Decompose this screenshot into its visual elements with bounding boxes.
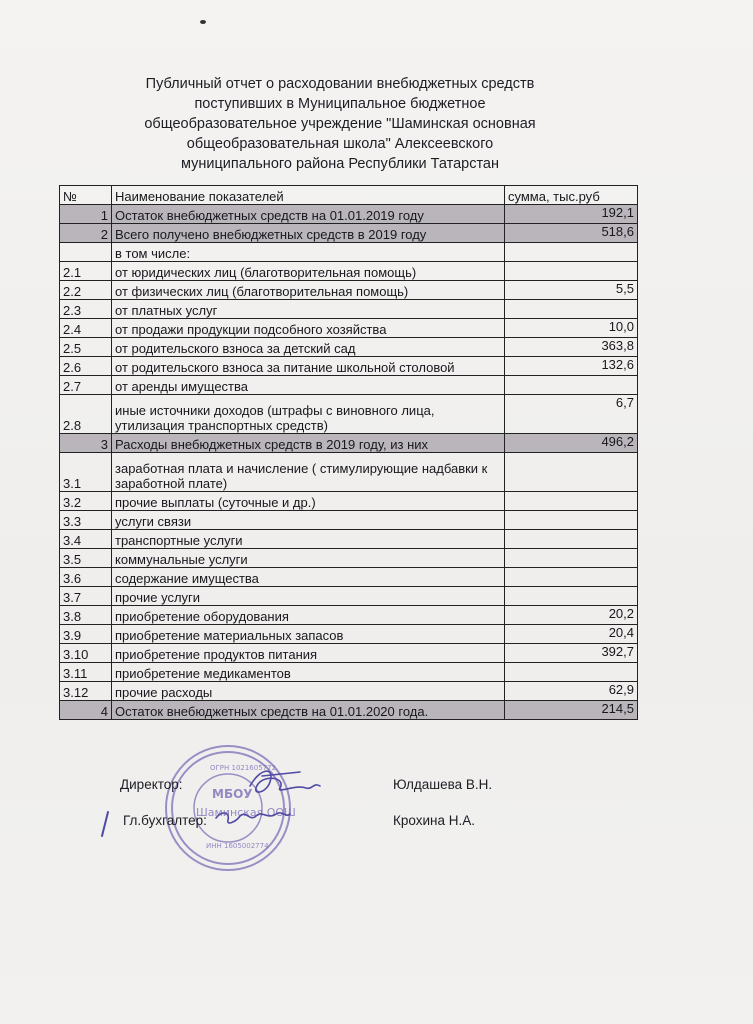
stamp-line: ИНН 1605002774	[206, 842, 269, 850]
row-number: 4	[60, 701, 112, 720]
row-name: приобретение медикаментов	[112, 663, 505, 682]
table-row	[60, 395, 638, 434]
table-body	[60, 205, 638, 720]
table-row	[60, 300, 638, 319]
title-line: общеобразовательное учреждение "Шаминская основная	[144, 116, 536, 132]
table-row	[60, 453, 638, 492]
row-value: 496,2	[505, 434, 638, 453]
row-value	[505, 568, 638, 587]
row-number: 3.3	[60, 511, 112, 530]
row-name: от платных услуг	[112, 300, 505, 319]
stamp-line: МБОУ	[212, 787, 253, 801]
stamp-line: Шаминская ООШ	[196, 806, 296, 819]
row-value	[505, 492, 638, 511]
row-name: приобретение материальных запасов	[112, 625, 505, 644]
table-row	[60, 549, 638, 568]
row-number: 1	[60, 205, 112, 224]
row-name: прочие расходы	[112, 682, 505, 701]
row-name: от аренды имущества	[112, 376, 505, 395]
table-row	[60, 644, 638, 663]
row-number: 2.5	[60, 338, 112, 357]
row-number: 2.8	[60, 395, 112, 434]
row-value: 192,1	[505, 205, 638, 224]
row-number: 3.8	[60, 606, 112, 625]
ink-speck	[200, 20, 206, 24]
row-name: Всего получено внебюджетных средств в 2019 году	[112, 224, 505, 243]
row-number: 3.7	[60, 587, 112, 606]
row-name: приобретение оборудования	[112, 606, 505, 625]
table-row	[60, 511, 638, 530]
row-value: 392,7	[505, 644, 638, 663]
row-name: содержание имущества	[112, 568, 505, 587]
row-value	[505, 530, 638, 549]
row-value	[505, 549, 638, 568]
title-line: поступивших в Муниципальное бюджетное	[194, 96, 486, 112]
row-number: 2.1	[60, 262, 112, 281]
table-row	[60, 568, 638, 587]
table-row	[60, 205, 638, 224]
row-number: 3.6	[60, 568, 112, 587]
row-value: 10,0	[505, 319, 638, 338]
row-value	[505, 663, 638, 682]
row-value: 214,5	[505, 701, 638, 720]
handwritten-signatures	[100, 760, 360, 840]
title-line: муниципального района Республики Татарстан	[180, 156, 499, 172]
row-number: 3.11	[60, 663, 112, 682]
table-header-row	[60, 186, 638, 205]
table-row	[60, 357, 638, 376]
row-value	[505, 453, 638, 492]
table-row	[60, 262, 638, 281]
row-name: от родительского взноса за детский сад	[112, 338, 505, 357]
row-value: 132,6	[505, 357, 638, 376]
director-label: Директор:	[120, 777, 183, 792]
row-name: приобретение продуктов питания	[112, 644, 505, 663]
row-number: 2.2	[60, 281, 112, 300]
header-number: №	[60, 186, 112, 205]
row-value	[505, 262, 638, 281]
row-number: 3.10	[60, 644, 112, 663]
row-number: 3.9	[60, 625, 112, 644]
header-sum: сумма, тыс.руб	[505, 186, 638, 205]
title-line: общеобразовательная школа" Алексеевского	[186, 136, 494, 152]
row-value: 518,6	[505, 224, 638, 243]
row-name: иные источники доходов (штрафы с виновного лица, утилизация транспортных средств)	[112, 395, 505, 434]
row-number: 2.6	[60, 357, 112, 376]
row-name: заработная плата и начисление ( стимулирующие надбавки к заработной плате)	[112, 453, 505, 492]
row-name: транспортные услуги	[112, 530, 505, 549]
row-name: Остаток внебюджетных средств на 01.01.2020 года.	[112, 701, 505, 720]
table-row	[60, 376, 638, 395]
accountant-name: Крохина Н.А.	[393, 813, 475, 828]
table-row	[60, 434, 638, 453]
row-number: 3.5	[60, 549, 112, 568]
table-row	[60, 338, 638, 357]
table-row	[60, 606, 638, 625]
header-name: Наименование показателей	[112, 186, 505, 205]
table-row	[60, 587, 638, 606]
table-row	[60, 243, 638, 262]
row-number: 3.1	[60, 453, 112, 492]
row-value: 363,8	[505, 338, 638, 357]
row-value: 20,4	[505, 625, 638, 644]
title-line: Публичный отчет о расходовании внебюджетных средств	[145, 76, 535, 92]
row-name: от физических лиц (благотворительная помощь)	[112, 281, 505, 300]
row-name: в том числе:	[112, 243, 505, 262]
table-row	[60, 701, 638, 720]
row-value	[505, 243, 638, 262]
row-name: коммунальные услуги	[112, 549, 505, 568]
table-row	[60, 224, 638, 243]
stamp-line: ОГРН 1021605772	[210, 764, 277, 772]
table-row	[60, 492, 638, 511]
row-name: Остаток внебюджетных средств на 01.01.2019 году	[112, 205, 505, 224]
row-number: 2	[60, 224, 112, 243]
report-table	[59, 185, 638, 720]
row-name: прочие выплаты (суточные и др.)	[112, 492, 505, 511]
row-number	[60, 243, 112, 262]
report-title	[70, 74, 610, 174]
row-name: прочие услуги	[112, 587, 505, 606]
table-row	[60, 281, 638, 300]
row-number: 2.7	[60, 376, 112, 395]
director-name: Юлдашева В.Н.	[393, 777, 493, 792]
row-value: 20,2	[505, 606, 638, 625]
row-name: от юридических лиц (благотворительная помощь)	[112, 262, 505, 281]
row-value	[505, 376, 638, 395]
row-number: 3	[60, 434, 112, 453]
table-row	[60, 682, 638, 701]
row-value: 62,9	[505, 682, 638, 701]
row-name: от родительского взноса за питание школьной столовой	[112, 357, 505, 376]
row-value	[505, 511, 638, 530]
row-value	[505, 300, 638, 319]
row-name: услуги связи	[112, 511, 505, 530]
row-number: 2.4	[60, 319, 112, 338]
table-row	[60, 319, 638, 338]
row-name: от продажи продукции подсобного хозяйства	[112, 319, 505, 338]
table-row	[60, 663, 638, 682]
row-number: 3.12	[60, 682, 112, 701]
accountant-label: Гл.бухгалтер:	[123, 813, 207, 828]
row-number: 3.4	[60, 530, 112, 549]
table-row	[60, 530, 638, 549]
table-row	[60, 625, 638, 644]
row-value: 5,5	[505, 281, 638, 300]
row-value	[505, 587, 638, 606]
row-name: Расходы внебюджетных средств в 2019 году, из них	[112, 434, 505, 453]
row-value: 6,7	[505, 395, 638, 434]
row-number: 3.2	[60, 492, 112, 511]
row-number: 2.3	[60, 300, 112, 319]
